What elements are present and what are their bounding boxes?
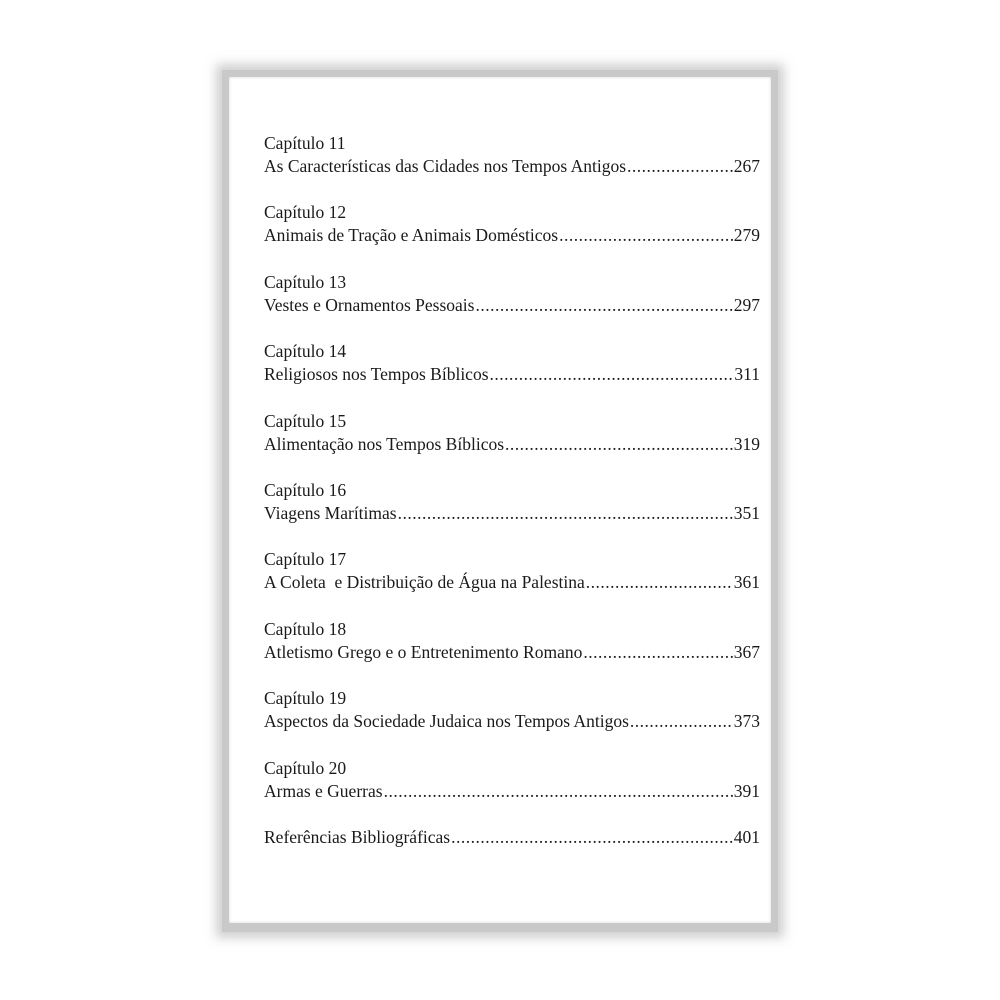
page-number: 391 [733,780,760,801]
toc-line [264,363,760,386]
toc-line [264,641,760,664]
toc-line [264,433,760,456]
chapter-label: Capítulo 19 [264,688,347,709]
page-number: 367 [733,641,760,662]
toc-line [264,224,760,247]
chapter-title: Armas e Guerras [264,780,383,801]
references-line [264,826,760,849]
dot-leader [559,224,733,247]
chapter-title: Alimentação nos Tempos Bíblicos [264,433,505,454]
toc-entry [264,548,760,617]
toc-entry [264,687,760,756]
toc-line [264,571,760,594]
chapter-title: As Características das Cidades nos Tempos Antigos [264,156,627,176]
page-number: 351 [733,502,760,523]
chapter-title: Animais de Tração e Animais Domésticos [264,225,559,246]
toc-entry [264,271,760,340]
toc-entry [264,618,760,687]
dot-leader [583,641,732,664]
toc-line [264,780,760,803]
chapter-title: Vestes e Ornamentos Pessoais [264,294,475,315]
chapter-label: Capítulo 17 [264,549,347,570]
toc-entry [264,410,760,479]
table-of-contents [264,132,760,849]
chapter-title: A Coleta e Distribuição de Água na Palestina [264,572,585,593]
chapter-label: Capítulo 15 [264,410,347,431]
chapter-label: Capítulo 20 [264,757,347,778]
page-number: 361 [733,572,760,593]
toc-entry [264,479,760,548]
chapter-label: Capítulo 18 [264,618,347,639]
chapter-label: Capítulo 14 [264,341,347,362]
page-number: 297 [733,294,760,315]
page-number: 319 [733,433,760,454]
page-number: 267 [733,156,760,176]
chapter-label: Capítulo 16 [264,479,347,500]
page-number: 279 [733,225,760,246]
dot-leader [451,826,733,849]
chapter-title: Atletismo Grego e o Entretenimento Romano [264,641,583,662]
toc-line [264,155,760,178]
book-page-frame [222,70,778,932]
chapter-title: Religiosos nos Tempos Bíblicos [264,364,489,385]
page-number: 401 [733,826,760,847]
dot-leader [490,363,734,386]
toc-entry [264,201,760,270]
toc-entry [264,132,760,201]
toc-line [264,294,760,317]
toc-entry [264,340,760,409]
dot-leader [505,433,733,456]
chapter-label: Capítulo 11 [264,133,346,153]
chapter-title: Aspectos da Sociedade Judaica nos Tempos Antigos [264,711,629,732]
dot-leader [384,780,733,803]
chapter-label: Capítulo 13 [264,271,347,292]
toc-line [264,710,760,733]
dot-leader [630,710,733,733]
book-page [229,77,771,923]
toc-line [264,502,760,525]
dot-leader [586,571,733,594]
toc-entry [264,757,760,826]
references-title: Referências Bibliográficas [264,826,451,847]
chapter-title: Viagens Marítimas [264,502,397,523]
page-number: 311 [734,364,760,385]
dot-leader [627,155,733,178]
chapter-label: Capítulo 12 [264,202,347,223]
dot-leader [398,502,733,525]
page-number: 373 [733,711,760,732]
dot-leader [475,294,732,317]
